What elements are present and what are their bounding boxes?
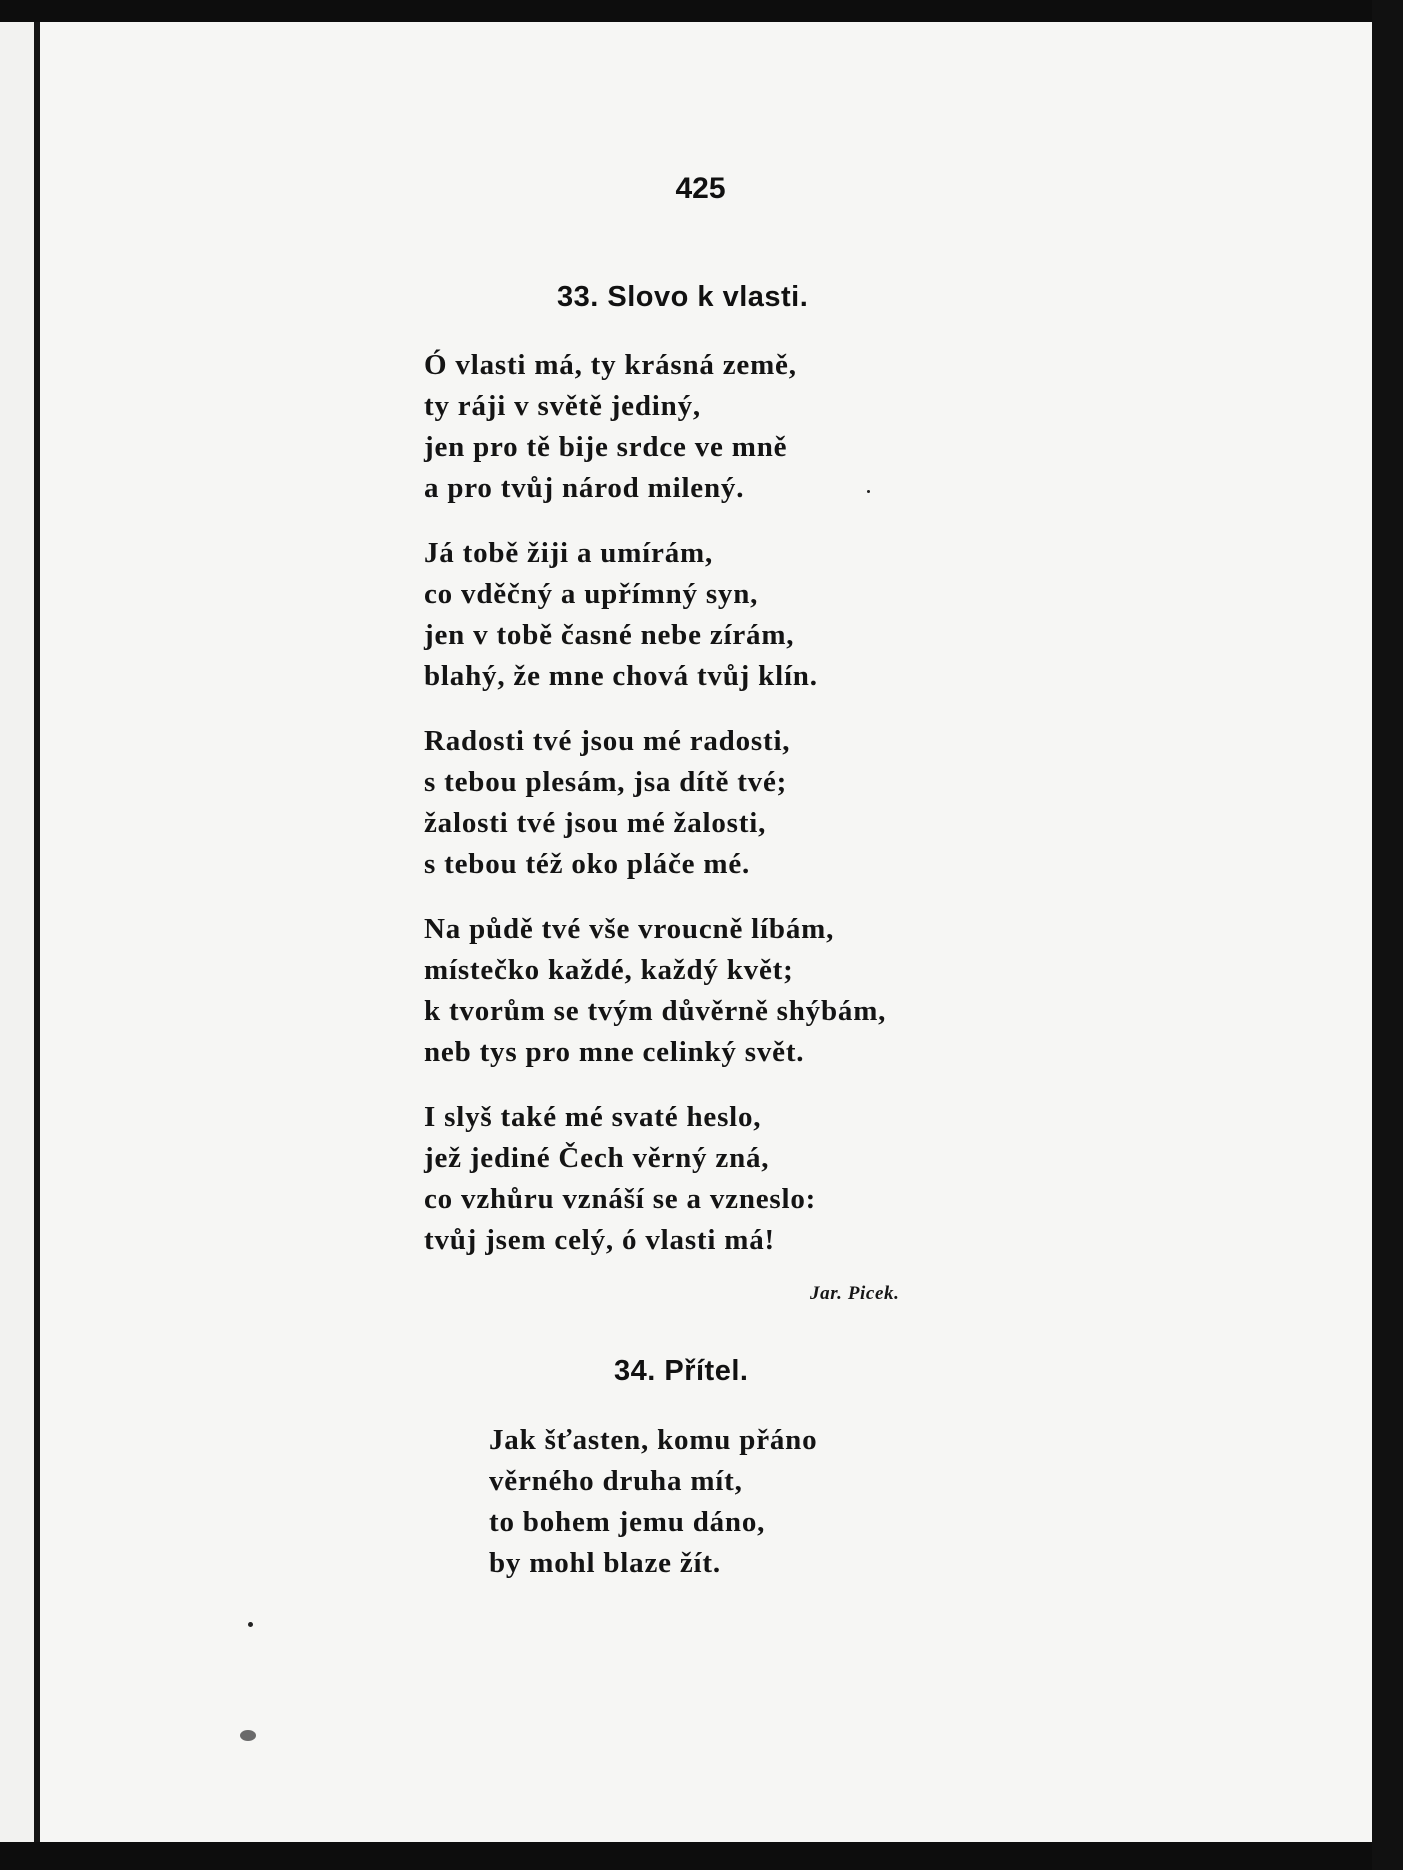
verse-line: jež jediné Čech věrný zná,	[424, 1142, 770, 1174]
verse-line: jen v tobě časné nebe zírám,	[424, 619, 795, 651]
verse-line: žalosti tvé jsou mé žalosti,	[424, 807, 767, 839]
verse-line: místečko každé, každý květ;	[424, 954, 794, 986]
poem-title: 33. Slovo k vlasti.	[557, 281, 809, 313]
book-spine-edge	[0, 22, 40, 1842]
stanza	[424, 533, 886, 697]
verse-line: s tebou plesám, jsa dítě tvé;	[424, 766, 788, 798]
stanza	[489, 1420, 817, 1584]
poem-author: Jar. Picek.	[810, 1283, 900, 1304]
page-number-text: 425	[675, 172, 726, 205]
verse-line: to bohem jemu dáno,	[489, 1506, 766, 1538]
verse-line: neb tys pro mne celinký svět.	[424, 1036, 805, 1068]
verse-line: by mohl blaze žít.	[489, 1547, 721, 1579]
stanza	[424, 345, 886, 509]
verse-line: Radosti tvé jsou mé radosti,	[424, 725, 791, 757]
ink-speck	[240, 1730, 256, 1741]
verse-line: blahý, že mne chová tvůj klín.	[424, 660, 818, 692]
verse-line: k tvorům se tvým důvěrně shýbám,	[424, 995, 887, 1027]
verse-line: ty ráji v světě jediný,	[424, 390, 701, 422]
verse-line: Ó vlasti má, ty krásná země,	[424, 349, 797, 381]
stanza	[424, 721, 886, 885]
poem-body	[489, 1420, 817, 1608]
verse-line: Já tobě žiji a umírám,	[424, 537, 714, 569]
verse-line: s tebou též oko pláče mé.	[424, 848, 751, 880]
verse-line: co vděčný a upřímný syn,	[424, 578, 759, 610]
verse-line: jen pro tě bije srdce ve mně	[424, 431, 788, 463]
scan-border-right	[1372, 0, 1403, 1870]
poem-body	[424, 345, 886, 1285]
verse-line: a pro tvůj národ milený.	[424, 472, 745, 504]
verse-line: tvůj jsem celý, ó vlasti má!	[424, 1224, 775, 1256]
verse-line: Na půdě tvé vše vroucně líbám,	[424, 913, 835, 945]
ink-speck	[248, 1622, 253, 1627]
verse-line: co vzhůru vznáší se a vzneslo:	[424, 1183, 817, 1215]
page-number	[0, 172, 1403, 206]
verse-line: Jak šťasten, komu přáno	[489, 1424, 818, 1456]
ink-speck	[867, 490, 870, 493]
verse-line: I slyš také mé svaté heslo,	[424, 1101, 762, 1133]
poem-title: 34. Přítel.	[614, 1355, 749, 1387]
stanza	[424, 909, 886, 1073]
verse-line: věrného druha mít,	[489, 1465, 743, 1497]
stanza	[424, 1097, 886, 1261]
